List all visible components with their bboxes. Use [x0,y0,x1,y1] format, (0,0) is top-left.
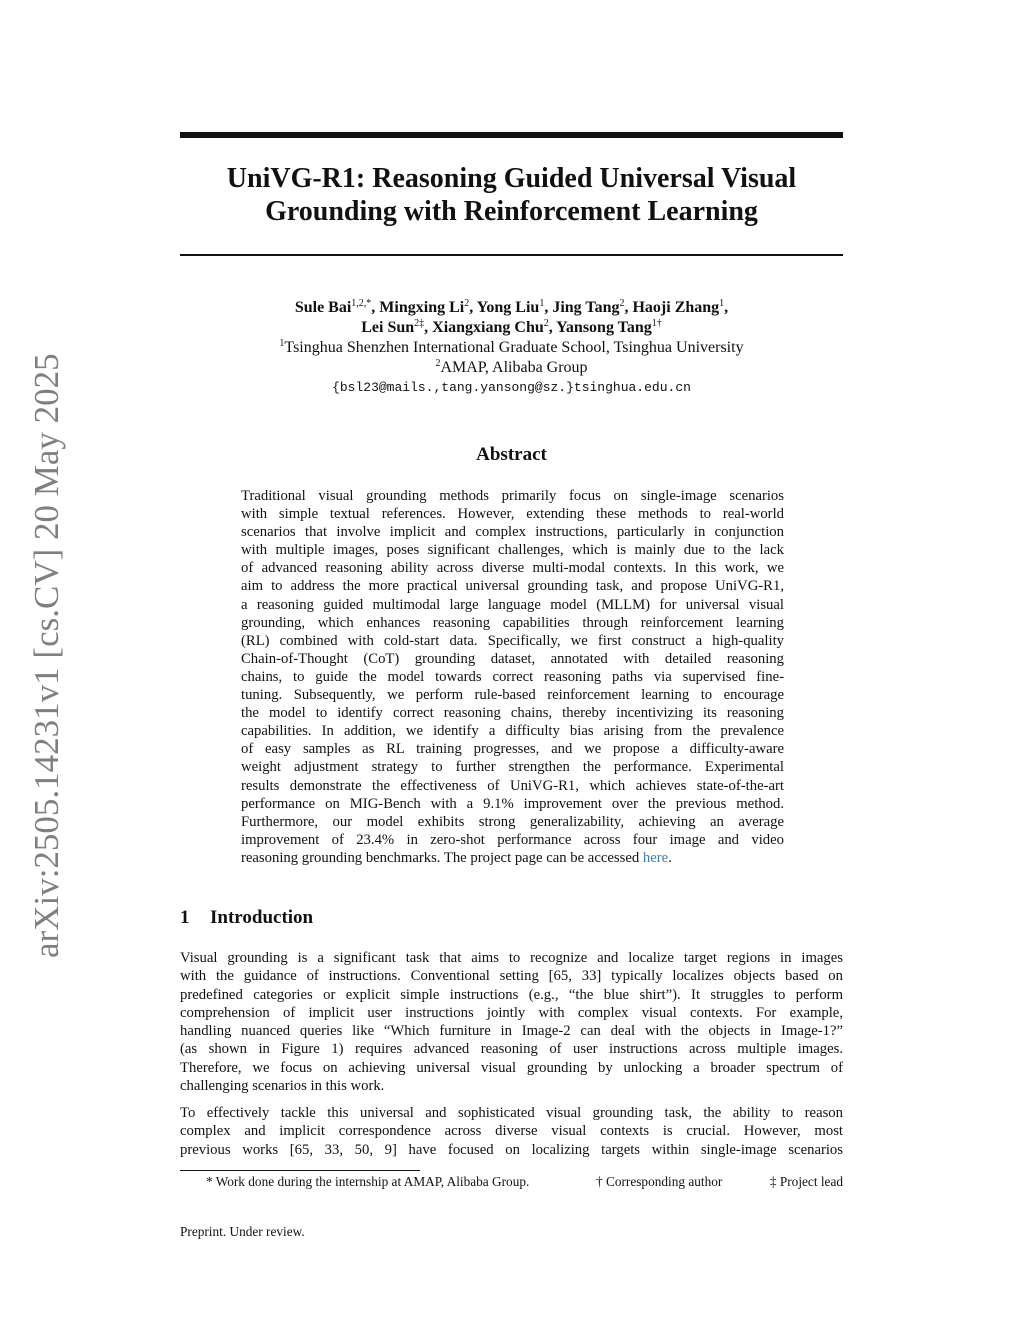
footnote-project-lead: ‡ Project lead [769,1174,843,1189]
author-name: Yong Liu [476,299,540,316]
abstract-last-period: . [668,849,672,866]
abstract-line: grounding, which enhances reasoning capabilities through reinforcement learning [241,614,784,631]
author-name: Haoji Zhang [632,299,720,316]
paragraph-line: with the guidance of instructions. Conventional setting [65, 33] typically localizes objects based on [180,968,843,985]
affiliation-text: AMAP, Alibaba Group [440,359,588,376]
paragraph-line: previous works [65, 33, 50, 9] have focused on localizing targets within single-image scenarios [180,1141,843,1158]
abstract-line: chains, to guide the model towards correct reasoning paths via supervised fine- [241,668,784,685]
title-top-rule [180,132,843,138]
paragraph-line: (as shown in Figure 1) requires advanced reasoning of user instructions across multiple images. [180,1041,843,1058]
paragraph-line: Therefore, we focus on achieving universal visual grounding by unlocking a broader spectrum of [180,1059,843,1076]
author-affil-mark: 2 [619,298,625,309]
author-affil-mark: 2 [543,318,549,329]
author-name: Sule Bai [294,299,352,316]
abstract-line: Traditional visual grounding methods primarily focus on single-image scenarios [241,488,784,504]
author-affil-mark: 1 [539,298,545,309]
abstract-line: scenarios that involve implicit and complex instructions, particularly in conjunction [241,524,784,541]
abstract-heading: Abstract [476,444,547,465]
arxiv-identifier: arXiv:2505.14231v1 [cs.CV] 20 May 2025 [27,353,66,958]
author-name: Lei Sun [361,319,415,336]
title-bottom-rule [180,254,843,256]
section-number: 1 [180,907,190,928]
author-name: Yansong Tang [556,319,652,336]
paragraph-line: predefined categories or explicit simple instructions (e.g., “the blue shirt”). It struggles to perform [180,986,843,1003]
author-name: Jing Tang [552,299,620,316]
abstract-line: a reasoning guided multimodal large language model (MLLM) for universal visual [241,596,784,613]
abstract-line: the model to identify correct reasoning chains, thereby incentivizing its reasoning [241,705,784,722]
section-title: Introduction [210,907,314,928]
title-line: UniVG-R1: Reasoning Guided Universal Visual [226,163,797,194]
abstract-line [241,849,784,867]
author-name: Mingxing Li [379,299,465,316]
footnote-corresponding-author: † Corresponding author [596,1174,723,1189]
affiliation-line [180,338,843,358]
abstract-line: aim to address the more practical universal grounding task, and propose UniVG-R1, [241,578,784,595]
paragraph-line: Visual grounding is a significant task that aims to recognize and localize target regions in images [180,950,843,966]
intro-paragraph-2 [180,1104,843,1159]
abstract-line: improvement of 23.4% in zero-shot performance across four image and video [241,831,784,848]
project-page-link[interactable]: here [642,849,669,866]
affiliation-mark: 1 [279,338,285,349]
abstract-body [241,487,784,867]
paragraph-line: complex and implicit correspondence across diverse visual contexts is crucial. However, most [180,1123,843,1140]
author-affil-mark: 2‡ [414,318,425,329]
title-line: Grounding with Reinforcement Learning [265,196,758,227]
paragraph-line: comprehension of implicit user instructions jointly with complex visual contexts. For example, [180,1004,843,1021]
author-email: {bsl23@mails.,tang.yansong@sz.}tsinghua.edu.cn [332,380,691,395]
preprint-note: Preprint. Under review. [180,1224,305,1239]
abstract-line: Chain-of-Thought (CoT) grounding dataset, annotated with detailed reasoning [241,650,784,667]
affiliation-line [180,358,843,378]
footnote-internship: * Work done during the internship at AMAP, Alibaba Group. [206,1174,530,1189]
author-block [180,298,843,398]
abstract-line: tuning. Subsequently, we perform rule-based reinforcement learning to encourage [241,687,784,704]
abstract-line: results demonstrate the effectiveness of UniVG-R1, which achieves state-of-the-art [241,777,784,794]
abstract-line: performance on MIG-Bench with a 9.1% improvement over the previous method. [241,795,784,812]
author-line: Sule Bai$^{1,2,*}$, Mingxing Li$^2$, Yong Liu$^1$, Jing Tang$^2$, Haoji Zhang$^1$, [294,298,729,316]
abstract-line: of easy samples as RL training progresses, and we propose a difficulty-aware [241,741,784,758]
abstract-line: capabilities. In addition, we identify a difficulty bias arising from the prevalence [241,723,784,740]
section-heading-introduction [180,906,843,930]
affiliation-mark: 2 [435,358,441,369]
author-affil-mark: 1† [651,318,662,329]
abstract-line: with simple textual references. However, extending these methods to real-world [241,506,784,523]
paragraph-line: To effectively tackle this universal and sophisticated visual grounding task, the ability to reason [180,1105,843,1121]
author-line: Lei Sun$^{2\ddagger}$, Xiangxiang Chu$^2$, Yansong Tang$^{1\dagger}$ [361,318,662,336]
author-name: Xiangxiang Chu [432,319,544,336]
abstract-line: of advanced reasoning ability across diverse multi-modal contexts. In this work, we [241,560,784,577]
paper-title [180,162,843,228]
abstract-line: with multiple images, poses significant challenges, which is mainly due to the lack [241,542,784,559]
abstract-line: Furthermore, our model exhibits strong generalizability, achieving an average [241,813,784,830]
intro-paragraph-1 [180,949,843,1095]
author-affil-mark: 2 [464,298,470,309]
affiliation-text: Tsinghua Shenzhen International Graduate School, Tsinghua University [284,339,744,356]
abstract-line: weight adjustment strategy to further strengthen the performance. Experimental [241,759,784,776]
paragraph-line: handling nuanced queries like “Which furniture in Image-2 can deal with the objects in Image-1?” [180,1023,843,1040]
paragraph-line: challenging scenarios in this work. [180,1078,385,1095]
abstract-line: (RL) combined with cold-start data. Specifically, we first construct a high-quality [241,632,784,649]
author-affil-mark: 1,2,* [351,298,372,309]
abstract-last-text: reasoning grounding benchmarks. The project page can be accessed [241,849,643,866]
author-affil-mark: 1 [719,298,725,309]
footnote-rule [180,1170,420,1171]
